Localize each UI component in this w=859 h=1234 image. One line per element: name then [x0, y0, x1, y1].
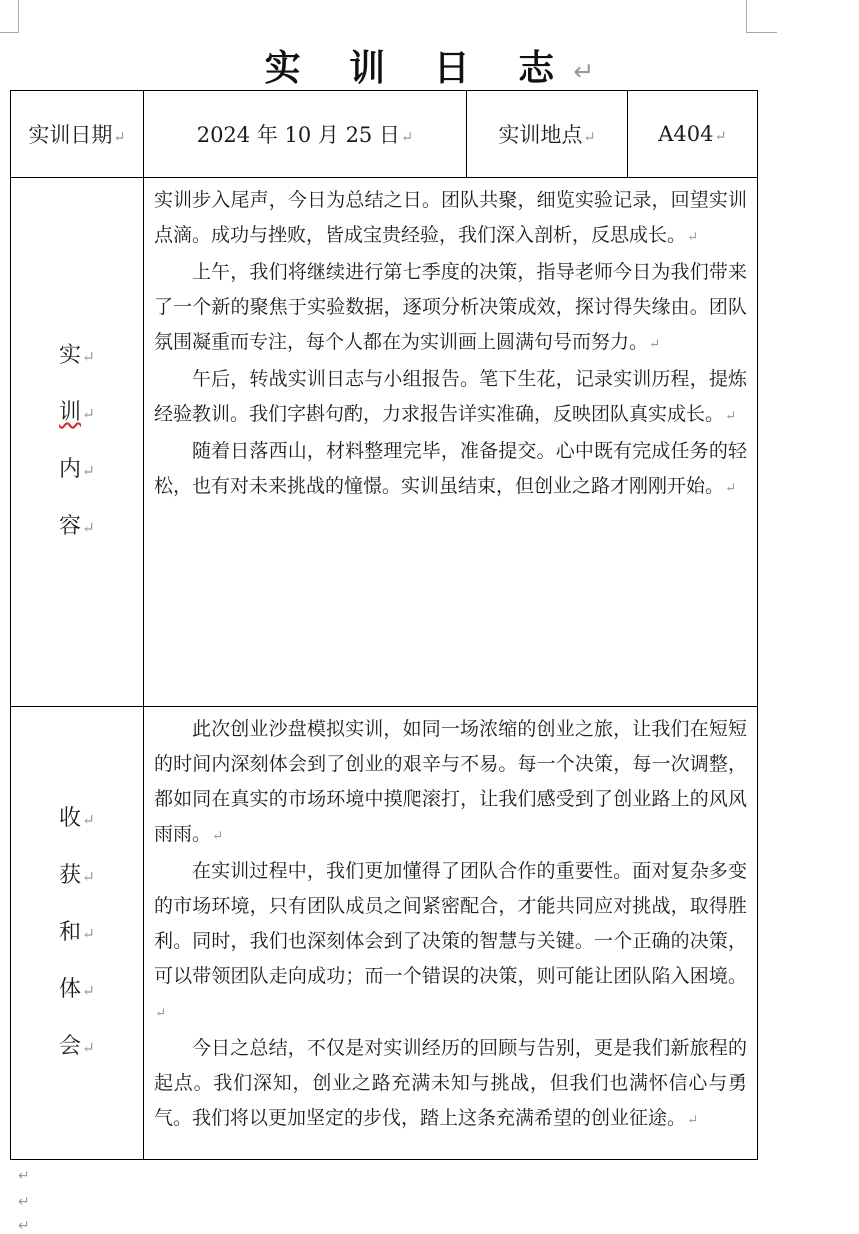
content-paragraph: 上午，我们将继续进行第七季度的决策，指导老师今日为我们带来了一个新的聚焦于实验数据，逐项分析决策成效，探讨得失缘由。团队氛围凝重而专注，每个人都在为实训画上圆满句号而努力。↵	[154, 261, 747, 353]
gains-label-char: 和↵	[59, 919, 95, 945]
gains-label-char: 体↵	[59, 976, 95, 1002]
empty-paragraph-mark: ↵	[18, 1194, 30, 1210]
gains-paragraph: 今日之总结，不仅是对实训经历的回顾与告别，更是我们新旅程的起点。我们深知，创业之路充满未知与挑战，但我们也满怀信心与勇气。我们将以更加坚定的步伐，踏上这条充满希望的创业征途。↵	[154, 1037, 747, 1129]
content-text-cell[interactable]	[144, 178, 758, 707]
gains-row	[11, 707, 758, 1160]
empty-paragraph-mark: ↵	[18, 1218, 30, 1234]
training-log-table	[10, 90, 758, 1160]
content-paragraph: 实训步入尾声，今日为总结之日。团队共聚，细览实验记录，回望实训点滴。成功与挫败，皆成宝贵经验，我们深入剖析，反思成长。↵	[154, 189, 747, 246]
date-value-cell[interactable]: 2024 年 10 月 25 日↵	[144, 91, 467, 178]
paragraph-mark-icon: ↵	[573, 57, 595, 86]
content-paragraph: 随着日落西山，材料整理完毕，准备提交。心中既有完成任务的轻松，也有对未来挑战的憧憬。实训虽结束，但创业之路才刚刚开始。↵	[154, 440, 747, 497]
gains-label-cell	[11, 707, 144, 1160]
location-value-cell[interactable]: A404↵	[628, 91, 758, 178]
gains-label-char: 收↵	[59, 805, 95, 831]
empty-paragraph-mark: ↵	[18, 1168, 30, 1184]
content-label-char: 实↵	[59, 343, 95, 368]
document-title: 实 训 日 志↵	[264, 48, 595, 89]
gains-paragraph: 在实训过程中，我们更加懂得了团队合作的重要性。面对复杂多变的市场环境，只有团队成员之间紧密配合，才能共同应对挑战，取得胜利。同时，我们也深刻体会到了决策的智慧与关键。一个正确的决策，可以带领团队走向成功；而一个错误的决策，则可能让团队陷入困境。↵	[154, 860, 747, 1021]
gains-paragraph: 此次创业沙盘模拟实训，如同一场浓缩的创业之旅，让我们在短短的时间内深刻体会到了创业的艰辛与不易。每一个决策，每一次调整，都如同在真实的市场环境中摸爬滚打，让我们感受到了创业路上的风风雨雨。↵	[154, 718, 747, 845]
content-label-char: 容↵	[59, 514, 95, 539]
page-corner-mark-right	[746, 0, 777, 33]
content-label-cell	[11, 178, 144, 707]
content-label-char: 训↵	[59, 400, 95, 425]
page-corner-mark-left	[0, 0, 19, 33]
content-paragraph: 午后，转战实训日志与小组报告。笔下生花，记录实训历程，提炼经验教训。我们字斟句酌，力求报告详实准确，反映团队真实成长。↵	[154, 368, 747, 425]
gains-label-char: 会↵	[59, 1033, 95, 1059]
location-label-cell: 实训地点↵	[467, 91, 628, 178]
date-label-cell: 实训日期↵	[11, 91, 144, 178]
gains-text-cell[interactable]	[144, 707, 758, 1160]
header-row	[11, 91, 758, 178]
gains-label-char: 获↵	[59, 862, 95, 888]
content-label-char: 内↵	[59, 457, 95, 482]
content-row	[11, 178, 758, 707]
